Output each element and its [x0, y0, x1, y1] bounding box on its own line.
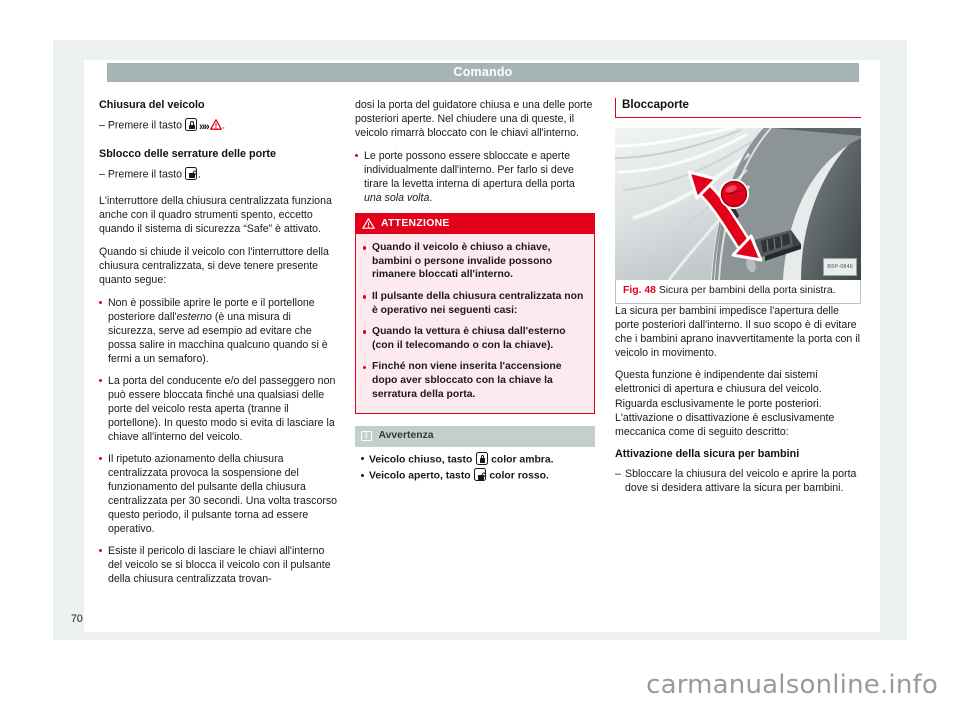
heading-bloccaporte: Bloccaporte [615, 98, 861, 118]
text-column-2 [355, 98, 595, 491]
figure-caption [615, 280, 861, 303]
note-box-title: Avvertenza [378, 430, 434, 442]
warning-box-header [356, 214, 594, 235]
bullet2-text-italic: una sola volta [364, 192, 430, 205]
note-item-2-text-a: Veicolo aperto, tasto [369, 470, 471, 482]
warning-item-3: Quando la vettura è chiusa dall'esterno (con il telecomando o con la chiave). [363, 325, 587, 352]
step-sbloccare-chiusura: – Sbloccare la chiusura del veicolo e aprire la porta dove si desidera attivare la sicura per bambini. [615, 467, 861, 495]
figure-48 [615, 128, 861, 303]
page-number: 70 [71, 613, 83, 625]
paragraph-continuation: dosi la porta del guidatore chiusa e una delle porte posteriori aperte. Nel chiudere una di queste, il veicolo rimarrà bloccato con le chiavi all'interno. [355, 99, 593, 140]
warning-item-2: Il pulsante della chiusura centralizzata non è operativo nei seguenti casi: [363, 290, 587, 317]
bullet-text-italic: esterno [176, 310, 212, 323]
note-item-1-text-b: color ambra. [491, 454, 554, 466]
warning-triangle-icon [210, 119, 222, 130]
step-press-unlock-button [99, 167, 339, 182]
note-item-1-text-a: Veicolo chiuso, tasto [369, 454, 473, 466]
step-press-lock-button [99, 118, 339, 134]
heading-chiusura-del-veicolo: Chiusura del veicolo [99, 99, 205, 111]
lock-open-button-icon [185, 167, 197, 180]
step-text-prefix: – Premere il tasto [99, 119, 183, 132]
warning-box-body [356, 234, 594, 413]
warning-item-4: Finché non viene inserita l'accensione dopo aver sbloccato con la chiave la serratura della porta. [363, 360, 587, 401]
text-column-3 [615, 98, 861, 502]
paragraph-interruttore: L'interruttore della chiusura centralizzata funziona anche con il quadro strumenti spento, eccetto quando il sistema di sicurezza “Safe” è attivato. [99, 195, 332, 236]
note-box-header [355, 426, 595, 447]
paragraph-quando-si-chiude: Quando si chiude il veicolo con l'interruttore della chiusura centralizzata, si deve tenere presente quanto segue: [99, 245, 329, 287]
paragraph-funzione-indipendente: Questa funzione è indipendente dai sistemi elettronici di apertura e chiusura del veicolo. Riguarda esclusivamente le porte posteriori. L'attivazione o disattivazione è esclusivamente meccanica come di seguito descritto: [615, 369, 835, 438]
step2-text-suffix: . [197, 168, 201, 181]
paragraph-sicura-bambini: La sicura per bambini impedisce l'apertura delle porte posteriori dall'interno. Il suo scopo è di evitare che i bambini aprano inavvertitamente la porta con il veicolo in movimento. [615, 304, 860, 359]
bullet2-text-a: Le porte possono essere sbloccate e aperte individualmente dall'interno. Per farlo si deve tirare la levetta interna di apertura della porta [364, 149, 575, 190]
warning-item-1: Quando il veicolo è chiuso a chiave, bambini o persone invalide possono rimanere bloccati all'interno. [363, 241, 587, 282]
warning-triangle-white-icon [362, 218, 375, 229]
step2-text-prefix: – Premere il tasto [99, 168, 183, 181]
heading-attivazione-sicura: Attivazione della sicura per bambini [615, 448, 800, 461]
bullet-text-b: (è una misura di sicurezza, serve ad esempio ad evitare che possa salire in macchina qualcuno quando si è fermi a un semaforo). [108, 310, 328, 366]
bullet-porta-conducente: La porta del conducente e/o del passeggero non può essere bloccata finché una qualsiasi delle porte del veicolo resta aperta (tranne il portellone). In questo modo si evita di lasciare la chiave all'interno del veicolo. [99, 374, 339, 444]
site-watermark: carmanualsonline.info [646, 670, 938, 700]
note-item-1 [361, 452, 589, 468]
figure-reference-code: B5P-0846 [823, 258, 857, 276]
lock-open-button-icon [474, 468, 486, 481]
lock-closed-button-icon [476, 452, 488, 465]
info-icon: i [361, 431, 372, 442]
bullet2-text-b: . [429, 192, 433, 205]
chapter-title: Comando [453, 65, 513, 79]
warning-box-title: ATTENZIONE [381, 217, 450, 229]
figure-image-child-lock [615, 128, 861, 280]
bullet-pericolo-chiavi: Esiste il pericolo di lasciare le chiavi all'interno del veicolo se si blocca il veicolo con il pulsante della chiusura centralizzata trovan- [99, 544, 339, 586]
note-item-2 [361, 468, 589, 484]
chevrons-icon: »» [198, 120, 209, 133]
lock-closed-button-icon [185, 118, 197, 131]
figure-number: Fig. 48 [623, 285, 656, 297]
step-text-suffix: . [222, 119, 226, 132]
note-box-avvertenza [355, 426, 595, 491]
figure-caption-text: Sicura per bambini della porta sinistra. [658, 285, 836, 297]
text-column-1 [99, 98, 339, 594]
chapter-header-bar [107, 63, 859, 82]
bullet-non-e-possibile [99, 296, 339, 366]
bullet-text-a: Non è possibile aprire le porte e il portellone posteriore dall' [108, 296, 315, 323]
heading-sblocco-serrature: Sblocco delle serrature delle porte [99, 147, 277, 160]
warning-box-attenzione [355, 213, 595, 415]
note-item-2-text-b: color rosso. [489, 470, 549, 482]
bullet-ripetuto-azionamento: Il ripetuto azionamento della chiusura centralizzata provoca la sospensione del funzionamento del pulsante della chiusura centralizzata per 30 secondi. Una volta trascorso questo periodo, il pulsante torna ad essere operativo. [99, 452, 339, 537]
bullet-porte-sbloccate [355, 149, 595, 205]
note-box-body [355, 447, 595, 491]
